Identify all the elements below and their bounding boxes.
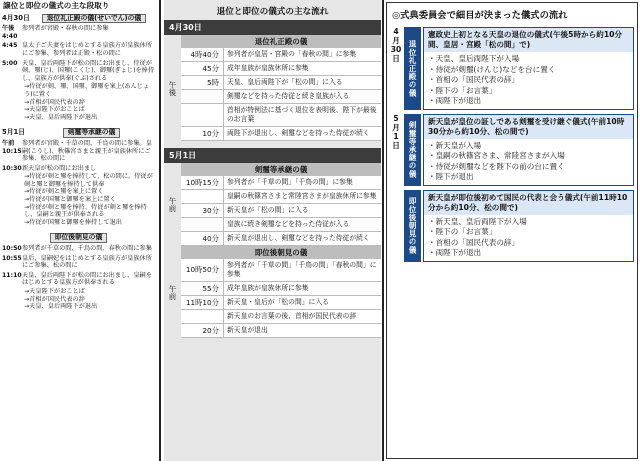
event-cell: 新天皇・皇后が「松の間」に入る — [223, 296, 381, 309]
list-item: ・陛下の「お言葉」 — [428, 227, 497, 236]
timeline-substep: →侍従が剣、璽、国璽、御璽を案上(あんじょう)に置く — [24, 83, 150, 98]
time-cell: 40分 — [202, 233, 219, 243]
table-row — [181, 127, 381, 141]
timeline-substep: →侍従が剣と璽を案上に置く — [24, 188, 104, 196]
table-row — [181, 232, 381, 246]
timeline-substep: →侍従が剣と璽を捧持して、松の間に。侍従が剣と璽と御璽を捧持して供奉 — [24, 173, 153, 188]
ampm-text: 午後 — [168, 80, 177, 96]
event: 参列者が宮殿・千草の間、千鳥の間に参集。皇嗣(こうし)、秋篠宮さまと親王が皇族休所にご参集、松の間に — [22, 139, 152, 163]
panel-ceremony-flow — [164, 0, 381, 461]
event-cell: 天皇、皇后両陛下が「松の間」に入る — [223, 76, 381, 89]
date-bar: 4月30日 — [164, 20, 381, 35]
time-cell: 10時50分 — [185, 265, 219, 274]
ceremony-body — [181, 163, 381, 246]
timeline-row — [0, 254, 157, 271]
time: 午後4:40 — [2, 25, 18, 40]
ceremony-label: 即位後朝見の儀 — [50, 233, 108, 243]
date-part: 月 — [392, 36, 400, 45]
timeline-row — [0, 139, 157, 164]
date-part: 日 — [392, 54, 400, 63]
panel-divider — [382, 0, 384, 461]
list-item: ・侍従が剣璽(けんじ)などを台に置く — [428, 64, 556, 74]
event-cell: 新天皇が退出 — [223, 324, 381, 337]
time: 10:30 — [2, 164, 22, 172]
list-item: ・陛下が退出 — [428, 172, 474, 181]
table-row — [181, 90, 381, 104]
table-row — [181, 176, 381, 190]
table-row — [181, 218, 381, 232]
ceremony-body — [181, 35, 381, 141]
table-row — [181, 190, 381, 204]
event-cell: 首相が特例法に基づく退位を表明後、陛下が最後のお言葉 — [223, 104, 381, 126]
date-part: 月 — [392, 122, 400, 132]
time: 10:55 — [2, 254, 22, 262]
time-cell — [181, 310, 223, 323]
ceremony-label: 剣璽等承継の儀 — [181, 163, 381, 176]
time-cell — [181, 90, 223, 103]
event: 参列者が宮殿・春秋の間に参集 — [22, 25, 109, 33]
ceremony-heading: 新天皇が即位後初めて国民の代表と会う儀式(午前11時10分から約10分、松の間で) — [424, 191, 633, 215]
time-cell — [181, 218, 223, 231]
date-part: 5 — [393, 113, 399, 123]
event: 皇后、皇嗣妃をはじめとする皇族方が皇族休所にご参集、松の間に — [22, 254, 152, 270]
table-row — [181, 324, 381, 338]
timeline-substep: →侍従が剣と璽を捧持、侍従が剣と璽を捧持し、皇嗣と親王が供奉される — [24, 203, 147, 219]
panel-committee-details — [386, 2, 638, 459]
ceremony-heading: 新天皇が皇位の証しである剣璽を受け継ぐ儀式(午前10時30分から約10分、松の間で) — [424, 115, 633, 139]
time-cell: 4時40分 — [190, 49, 219, 59]
panel-title: 退位と即位の儀式の主な流れ — [216, 7, 329, 17]
event: 新天皇が松の間にお出まし — [22, 164, 97, 172]
list-item: ・両陛下が退出 — [428, 248, 482, 257]
table-row — [181, 259, 381, 282]
date-header — [2, 14, 155, 24]
timeline-substep: →首相が国民代表の辞 — [24, 295, 85, 303]
ceremony-label: 退位礼正殿の儀(せいでん)の儀 — [42, 14, 147, 24]
ceremony-body — [181, 246, 381, 338]
ceremony-body — [423, 190, 634, 262]
list-item: ・両陛下が退出 — [428, 96, 482, 105]
time-cell: 5時 — [207, 77, 219, 87]
ceremony-block — [390, 190, 634, 262]
table-row — [181, 104, 381, 127]
vertical-date — [390, 27, 402, 110]
time-cell: 30分 — [202, 205, 219, 215]
ampm-label — [164, 246, 181, 338]
list-item: ・首相の「国民代表の辞」 — [428, 237, 520, 247]
ampm-text: 午前 — [168, 284, 177, 300]
timeline-row — [0, 24, 157, 41]
date-part: 日 — [392, 140, 400, 150]
event-cell: 新天皇が「松の間」に入る — [223, 204, 381, 217]
event: 天皇、皇后両陛下が松の間にお出まし、侍従が剣、璽(じ)、国璽(こくじ)、御璽(ぎょじ)を捧持し、皇族方が供奉(ぐぶ)される — [22, 59, 155, 82]
ceremony-section — [164, 246, 381, 338]
event-cell: 参列者が「千草の間」「千鳥の間」「春秋の間」に参集 — [223, 259, 381, 281]
ceremony-items — [424, 52, 633, 109]
ampm-label — [164, 35, 181, 141]
ceremony-vertical-label: 退位礼正殿の儀 — [404, 27, 421, 110]
time-cell: 45分 — [202, 63, 219, 73]
table-row — [181, 62, 381, 76]
ceremony-items — [424, 215, 633, 261]
time-cell: 55分 — [202, 283, 219, 293]
ampm-text: 午前 — [168, 197, 177, 212]
time-cell: 10分 — [202, 128, 219, 138]
ceremony-heading: 憲政史上初となる天皇の退位の儀式(午後5時から約10分間、皇居・宮殿「松の間」で) — [424, 28, 633, 52]
table-row — [181, 204, 381, 218]
timeline-row — [0, 271, 157, 288]
event-cell: 成年皇族が皇族休所に参集 — [223, 282, 381, 295]
date-bar: 5月1日 — [164, 148, 381, 163]
ceremony-body — [423, 114, 634, 186]
time-cell: 10時15分 — [185, 177, 219, 187]
time: 午前10:15 — [2, 139, 22, 155]
panel-schedule-outline — [0, 0, 157, 461]
ceremony-vertical-label: 即位後朝見の儀 — [404, 190, 421, 262]
list-item: ・陛下の「お言葉」 — [428, 85, 497, 95]
event-cell: 参列者が「千草の間」「千鳥の間」に参集 — [223, 176, 381, 189]
ceremony-block — [390, 27, 634, 110]
panel-divider — [159, 0, 161, 461]
timeline-substep: →侍従が国璽と御璽を案上に置く — [24, 196, 116, 204]
ceremony-label: 剣璽等承継の儀 — [63, 128, 121, 138]
list-item: ・皇嗣の秋篠宮さま、常陸宮さまが入場 — [428, 151, 565, 160]
list-item: ・新天皇が入場 — [428, 140, 482, 150]
event: 天皇、皇后両陛下が松の間にお出まし、皇嗣をはじめとする皇族方が供奉される — [22, 271, 152, 287]
date-label: 4月30日 — [2, 13, 30, 22]
event-cell: 参列者が皇居・宮殿の「春秋の間」に参集 — [223, 48, 381, 61]
event: 参列者が千草の間、千鳥の間、春秋の間に参集 — [22, 245, 152, 253]
ceremony-section — [164, 35, 381, 141]
date-part: 1 — [393, 131, 399, 141]
ampm-label — [164, 163, 181, 246]
time-cell — [181, 190, 223, 203]
timeline-substep: →天皇陛下がおことば — [24, 288, 85, 295]
time: 4:45 — [2, 42, 18, 50]
list-item: ・新天皇、皇后両陛下が入場 — [428, 216, 527, 226]
table-row — [181, 76, 381, 90]
vertical-date — [390, 114, 402, 186]
table-row — [181, 310, 381, 324]
ceremony-body — [423, 27, 634, 110]
table-row — [181, 282, 381, 296]
event-cell: 新天皇が退出し、剣璽などを持った侍従が続く — [223, 232, 381, 245]
timeline-row — [0, 41, 157, 58]
vertical-date-spacer — [390, 190, 402, 262]
list-item: ・首相の「国民代表の辞」 — [428, 75, 520, 84]
timeline-substep: →侍従が国璽と御璽を捧持して退出 — [24, 218, 122, 226]
date-label: 5月1日 — [2, 128, 26, 137]
panel-title: 譲位と即位の儀式の主な段取り — [3, 1, 110, 10]
timeline-row — [0, 244, 157, 254]
date-header — [2, 233, 155, 243]
ceremony-label: 即位後朝見の儀 — [181, 246, 381, 259]
event: 皇太子ご夫妻をはじめとする皇族方が皇族休所にご参集、参列者は正殿・松の間に — [22, 42, 152, 57]
table-row — [181, 48, 381, 62]
timeline-row — [0, 164, 157, 174]
event-cell: 皇族に続き剣璽などを持った侍従が入る — [223, 218, 381, 231]
timeline-substep: →天皇、皇后両陛下が退出 — [24, 113, 98, 121]
ceremony-label: 退位礼正殿の儀 — [181, 35, 381, 48]
date-header — [2, 128, 155, 138]
timeline-substep: →首相が国民代表の辞 — [24, 98, 85, 106]
list-item: ・天皇、皇后両陛下が入場 — [428, 54, 520, 63]
date-part: 30 — [390, 45, 402, 54]
ceremony-block — [390, 114, 634, 186]
timeline-row — [0, 59, 157, 84]
date-part: 4 — [393, 27, 399, 36]
time-cell — [181, 104, 223, 126]
ceremony-section — [164, 163, 381, 246]
table-row — [181, 296, 381, 310]
event-cell: 新天皇のお言葉の後、首相が国民代表の辞 — [223, 310, 381, 323]
time-cell: 11時10分 — [185, 297, 219, 307]
timeline-substep: →天皇陛下がおことば — [24, 106, 85, 114]
event-cell: 皇嗣の秋篠宮さまと常陸宮さまが皇族休所に参集 — [223, 190, 381, 203]
time: 5:00 — [2, 59, 18, 67]
panel-title: ◎式典委員会で細目が決まった儀式の流れ — [392, 10, 568, 21]
event-cell: 両陛下が退出し、剣璽などを持った侍従が続く — [223, 127, 381, 140]
time-cell: 20分 — [202, 325, 219, 335]
event-cell: 成年皇族が皇族休所に参集 — [223, 62, 381, 75]
time: 11:10 — [2, 271, 22, 279]
event-cell: 剣璽などを持った侍従と続き皇族が入る — [223, 90, 381, 103]
ceremony-vertical-label: 剣璽等承継の儀 — [404, 114, 421, 186]
time: 10:50 — [2, 245, 22, 253]
timeline-substep: →天皇、皇后両陛下が退出 — [24, 303, 98, 311]
list-item: ・侍従が剣璽などを陛下の前の台に置く — [428, 161, 565, 171]
ceremony-items — [424, 139, 633, 185]
